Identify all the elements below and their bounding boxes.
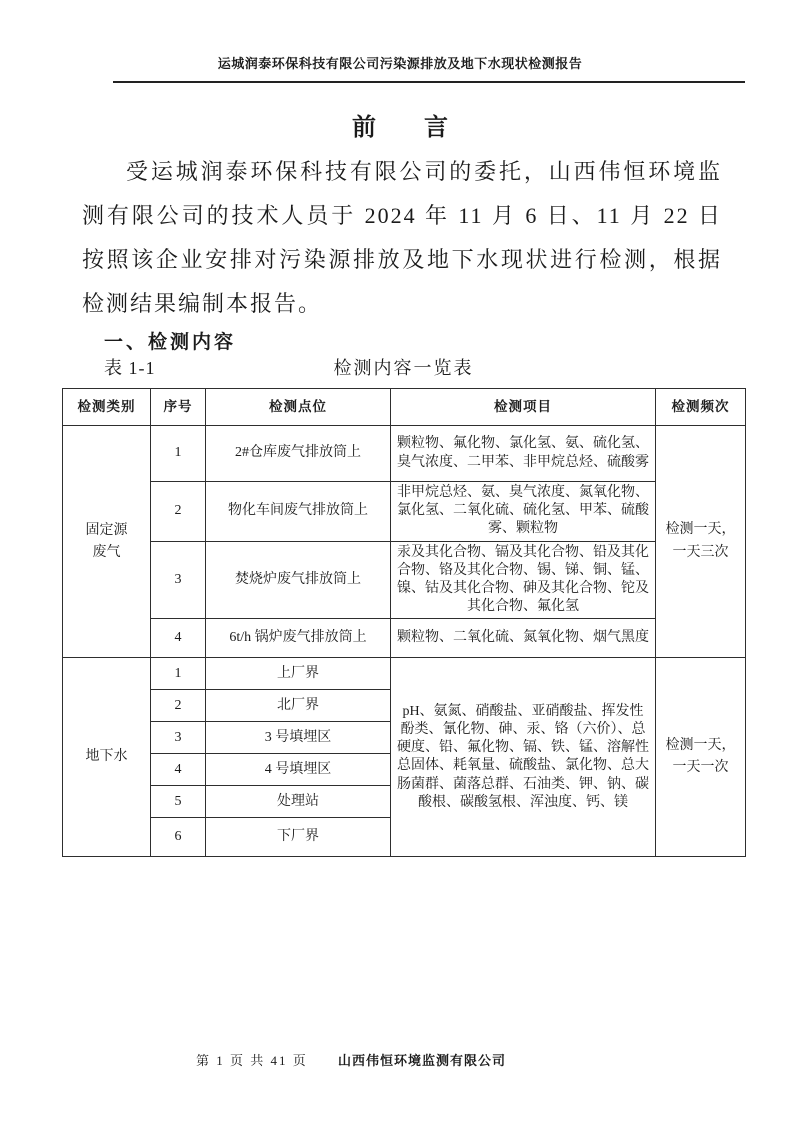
page-header-title: 运城润泰环保科技有限公司污染源排放及地下水现状检测报告 <box>217 56 583 71</box>
cell-items: 颗粒物、二氧化硫、氮氧化物、烟气黑度 <box>391 619 656 658</box>
footer-company-name: 山西伟恒环境监测有限公司 <box>338 1053 507 1068</box>
col-header-category: 检测类别 <box>63 389 151 426</box>
cell-items-groundwater: pH、氨氮、硝酸盐、亚硝酸盐、挥发性酚类、氰化物、砷、汞、铬（六价）、总硬度、铅、氟化物、镉、铁、锰、溶解性总固体、耗氧量、硫酸盐、氯化物、总大肠菌群、菌落总群、石油类、钾、钠、碳酸根、碳酸氢根、浑浊度、钙、镁 <box>391 658 656 857</box>
cell-category-groundwater: 地下水 <box>63 658 151 857</box>
cell-items: 汞及其化合物、镉及其化合物、铅及其化合物、铬及其化合物、锡、锑、铜、锰、镍、钴及其化合物、砷及其化合物、铊及其化合物、氟化氢 <box>391 541 656 619</box>
cell-site: 物化车间废气排放筒上 <box>206 482 391 542</box>
cell-site: 3 号填埋区 <box>206 722 391 754</box>
table-row <box>63 619 746 658</box>
inspection-content-table <box>62 388 746 857</box>
cell-site: 处理站 <box>206 786 391 818</box>
table-caption-title: 检测内容一览表 <box>333 358 474 378</box>
section-heading: 一、检测内容 <box>104 332 237 353</box>
col-header-no: 序号 <box>151 389 206 426</box>
table-header-row <box>63 389 746 426</box>
header-rule <box>113 81 745 83</box>
col-header-site: 检测点位 <box>206 389 391 426</box>
frequency-label: 检测一天，一天三次 <box>665 522 736 560</box>
table-caption-label: 表 1-1 <box>104 358 156 378</box>
footer-page-number: 第 1 页 共 41 页 <box>196 1053 308 1068</box>
table-caption <box>62 354 745 382</box>
table-row <box>63 658 746 690</box>
col-header-frequency: 检测频次 <box>656 389 746 426</box>
category-label: 固定源废气 <box>85 522 128 560</box>
cell-no: 2 <box>151 482 206 542</box>
col-header-items: 检测项目 <box>391 389 656 426</box>
table-row <box>63 426 746 482</box>
table-row <box>63 482 746 542</box>
cell-site: 下厂界 <box>206 818 391 857</box>
cell-items: 非甲烷总烃、氨、臭气浓度、氮氧化物、氯化氢、二氧化硫、硫化氢、甲苯、硫酸雾、颗粒物 <box>391 482 656 542</box>
cell-frequency-waste-gas <box>656 426 746 658</box>
cell-items: 颗粒物、氟化物、氯化氢、氨、硫化氢、臭气浓度、二甲苯、非甲烷总烃、硫酸雾 <box>391 426 656 482</box>
cell-category-waste-gas <box>63 426 151 658</box>
cell-site: 6t/h 锅炉废气排放筒上 <box>206 619 391 658</box>
preface-title: 前 言 <box>352 115 448 141</box>
cell-no: 3 <box>151 541 206 619</box>
cell-no: 1 <box>151 426 206 482</box>
cell-site: 焚烧炉废气排放筒上 <box>206 541 391 619</box>
cell-no: 3 <box>151 722 206 754</box>
cell-no: 5 <box>151 786 206 818</box>
cell-no: 2 <box>151 690 206 722</box>
table-row <box>63 541 746 619</box>
cell-site: 4 号填埋区 <box>206 754 391 786</box>
cell-no: 6 <box>151 818 206 857</box>
cell-site: 北厂界 <box>206 690 391 722</box>
cell-frequency-groundwater <box>656 658 746 857</box>
frequency-label: 检测一天，一天一次 <box>665 737 736 776</box>
cell-site: 2#仓库废气排放筒上 <box>206 426 391 482</box>
cell-no: 4 <box>151 619 206 658</box>
cell-no: 4 <box>151 754 206 786</box>
cell-no: 1 <box>151 658 206 690</box>
preface-paragraph: 受运城润泰环保科技有限公司的委托，山西伟恒环境监测有限公司的技术人员于 2024 年 11 月 6 日、11 月 22 日按照该企业安排对污染源排放及地下水现状进行检测，根据检测结果编制本报告。 <box>82 159 722 316</box>
cell-site: 上厂界 <box>206 658 391 690</box>
